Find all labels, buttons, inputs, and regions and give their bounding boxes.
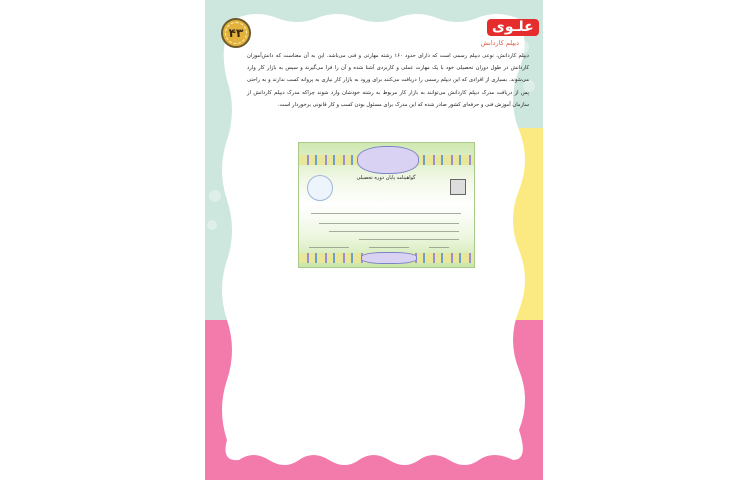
page-number: ۴۳ — [228, 26, 244, 40]
certificate-image — [298, 142, 475, 268]
white-wavy-paper — [217, 10, 534, 468]
certificate-seal-icon — [307, 175, 333, 201]
certificate-line — [309, 247, 349, 248]
certificate-photo — [450, 179, 466, 195]
body-paragraph: دیپلم کاردانش، نوعی دیپلم رسمی است که دارای حدود ۱۶۰ رشته مهارتی و فنی می‌باشد. این به آن معناست که دانش‌آموزان کاردانش در طول دوران تحصیلی خود با یک مهارت عملی و کاربردی آشنا شده و آن را فرا می‌گیرند و سپس به بازار کار وارد می‌شوند. بسیاری از افرادی که این دیپلم رسمی را دریافت می‌کنند برای ورود به بازار کار نیازی به پروانه کسب ندارند و به راحتی پس از دریافت مدرک دیپلم کاردانش می‌توانند به بازار کار مربوط به رشته خودشان وارد شوند چراکه مدرک دیپلم کاردانش از سازمان آموزش فنی و حرفه‌ای کشور صادر شده که این مدرک برای مسئول بودن کسب و کار قانونی برخوردار است. — [247, 53, 529, 108]
book-page — [205, 0, 543, 480]
certificate-title: گواهینامه پایان دوره تحصیلی — [356, 175, 416, 181]
page-number-badge — [221, 18, 251, 48]
section-subtitle: دیپلم کاردانش — [480, 39, 519, 47]
certificate-line — [359, 239, 459, 240]
certificate-line — [311, 213, 461, 214]
certificate-line — [329, 231, 459, 232]
title-tag: علـوی — [487, 19, 539, 36]
certificate-emblem-plaque — [357, 146, 419, 174]
decor-dot — [207, 220, 217, 230]
certificate-footer-plaque — [361, 252, 417, 264]
certificate-line — [429, 247, 449, 248]
certificate-line — [369, 247, 409, 248]
certificate-line — [319, 223, 459, 224]
